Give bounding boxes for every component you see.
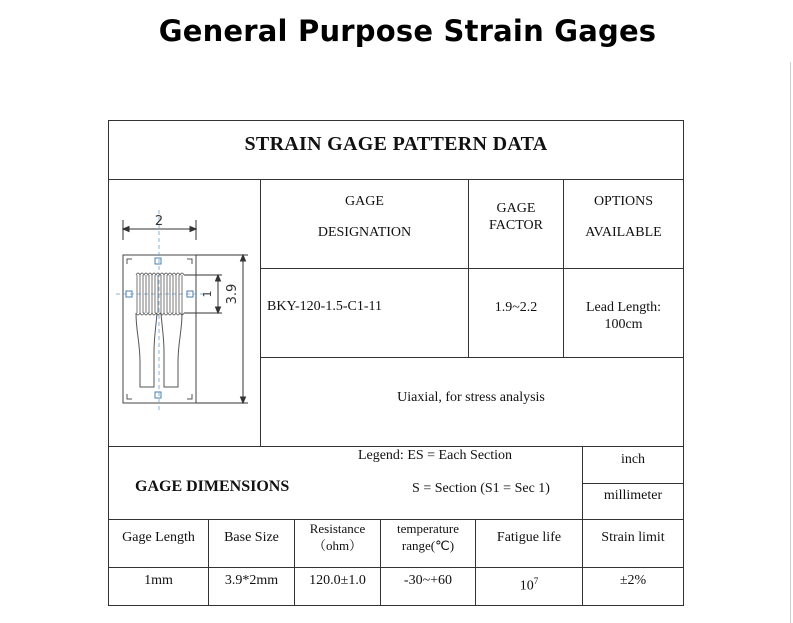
unit-inch: inch: [620, 452, 646, 467]
value-temperature: -30~+60: [403, 573, 453, 588]
rule-spec-header: [108, 567, 684, 568]
col-header-gage-length: Gage Length: [122, 530, 195, 545]
fatigue-exponent: 7: [533, 576, 539, 586]
table-border-right: [683, 120, 684, 606]
rule-title: [108, 179, 684, 180]
col-header-strain-limit: Strain limit: [601, 530, 665, 545]
col-header-base-size: Base Size: [224, 530, 279, 545]
value-base-size: 3.9*2mm: [224, 573, 279, 588]
gage-description: Uiaxial, for stress analysis: [397, 390, 545, 405]
col-header-fatigue-life: Fatigue life: [496, 530, 562, 545]
col-header-temperature-line2: range(℃): [401, 538, 455, 553]
unit-millimeter: millimeter: [603, 488, 663, 503]
lead-length-line2: 100cm: [604, 317, 643, 332]
table-border-top: [108, 120, 684, 121]
col-header-resistance-line1: Resistance: [309, 521, 366, 536]
gage-pattern-diagram: [110, 182, 258, 444]
table-border-bottom: [108, 605, 684, 606]
rule-units: [582, 483, 684, 484]
rule-header: [261, 268, 684, 269]
col-header-resistance-line2: （ohm）: [312, 538, 363, 553]
diagram-width-label: 2: [154, 214, 164, 229]
legend-line2: S = Section (S1 = Sec 1): [412, 481, 550, 496]
gage-designation-header-line1: GAGE: [345, 194, 384, 209]
fatigue-base: 10: [519, 578, 534, 594]
rule-dimensions: [108, 519, 684, 520]
legend-line1: Legend: ES = Each Section: [357, 448, 513, 463]
options-header-line2: AVAILABLE: [585, 225, 662, 240]
value-resistance: 120.0±1.0: [309, 573, 366, 588]
rule-description: [108, 446, 684, 447]
gage-factor-value: 1.9~2.2: [494, 300, 538, 315]
page-edge-divider: [790, 62, 791, 623]
gage-factor-header-line2: FACTOR: [489, 218, 543, 233]
gage-dimensions-title: GAGE DIMENSIONS: [135, 478, 290, 495]
col-header-temperature-line1: temperature: [396, 521, 460, 536]
options-header-line1: OPTIONS: [593, 194, 654, 209]
value-gage-length: 1mm: [144, 573, 173, 588]
gage-designation-header-line2: DESIGNATION: [317, 225, 412, 240]
diagram-grid-label: 1: [201, 290, 214, 298]
diagram-height-label: 3.9: [225, 283, 240, 305]
value-fatigue-life: [476, 573, 582, 595]
lead-length-line1: Lead Length:: [585, 300, 662, 315]
gage-designation-value: BKY-120-1.5-C1-11: [267, 299, 382, 314]
rule-product: [261, 357, 684, 358]
gage-factor-header-line1: GAGE: [496, 201, 536, 216]
rule-diagram: [260, 179, 261, 447]
page-title: General Purpose Strain Gages: [158, 14, 657, 48]
value-strain-limit: ±2%: [619, 573, 647, 588]
pattern-data-title: STRAIN GAGE PATTERN DATA: [244, 133, 548, 155]
